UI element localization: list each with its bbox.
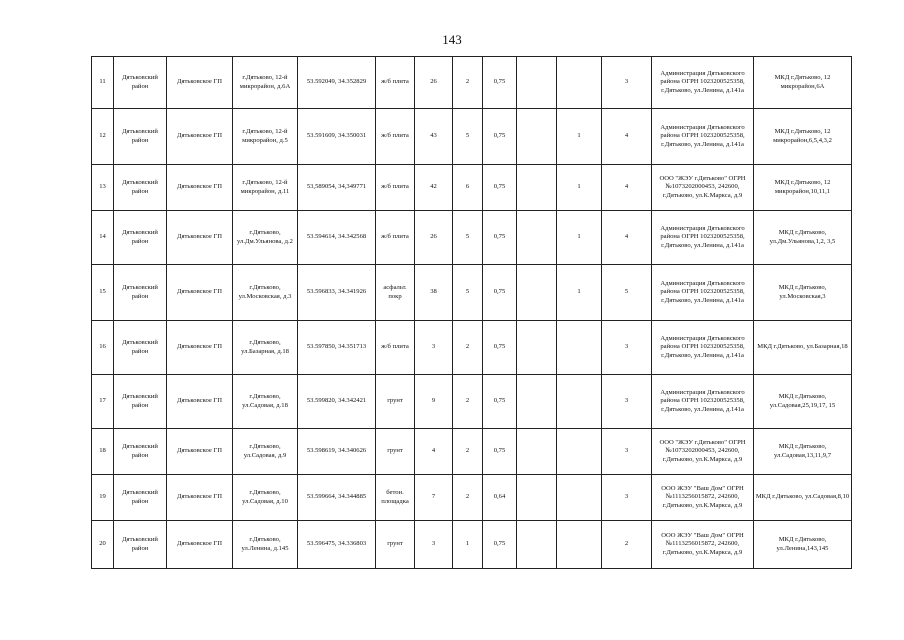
total-cell: 2 bbox=[602, 521, 652, 569]
waste-sources-cell: МКД г.Дятьково, ул.Садовая,8,10 bbox=[754, 475, 852, 521]
settlement-cell: Дятьковское ГП bbox=[167, 165, 233, 211]
planned-containers-cell bbox=[517, 211, 557, 265]
surface-cell: грунт bbox=[376, 375, 415, 429]
surface-cell: ж/б плита bbox=[376, 165, 415, 211]
bunker-cell: 1 bbox=[557, 211, 602, 265]
district-cell: Дятьковский район bbox=[114, 211, 167, 265]
waste-sources-cell: МКД г.Дятьково, ул.Базарная,18 bbox=[754, 321, 852, 375]
area-cell: 3 bbox=[415, 521, 453, 569]
surface-cell: бетон. площадка bbox=[376, 475, 415, 521]
district-cell: Дятьковский район bbox=[114, 521, 167, 569]
volume-cell: 0,75 bbox=[483, 57, 517, 109]
row-number-cell: 13 bbox=[92, 165, 114, 211]
planned-containers-cell bbox=[517, 265, 557, 321]
owner-cell: Администрация Дятьковского района ОГРН 1023200525358, г.Дятьково, ул.Ленина, д.141а bbox=[652, 211, 754, 265]
address-cell: г.Дятьково, ул.Садовая, д.18 bbox=[233, 375, 298, 429]
table-row bbox=[92, 521, 852, 569]
waste-sources-cell: МКД г.Дятьково, ул.Московская,3 bbox=[754, 265, 852, 321]
total-cell: 4 bbox=[602, 165, 652, 211]
coordinates-cell: 53.597850, 34.351713 bbox=[298, 321, 376, 375]
address-cell: г.Дятьково, 12-й микрорайон, д.6А bbox=[233, 57, 298, 109]
waste-sources-cell: МКД г.Дятьково, 12 микрорайон,10,11,1 bbox=[754, 165, 852, 211]
address-cell: г.Дятьково, ул.Дм.Ульянова, д.2 bbox=[233, 211, 298, 265]
row-number-cell: 20 bbox=[92, 521, 114, 569]
surface-cell: грунт bbox=[376, 429, 415, 475]
settlement-cell: Дятьковское ГП bbox=[167, 211, 233, 265]
total-cell: 5 bbox=[602, 265, 652, 321]
district-cell: Дятьковский район bbox=[114, 475, 167, 521]
settlement-cell: Дятьковское ГП bbox=[167, 109, 233, 165]
area-cell: 38 bbox=[415, 265, 453, 321]
area-cell: 42 bbox=[415, 165, 453, 211]
owner-cell: Администрация Дятьковского района ОГРН 1023200525358, г.Дятьково, ул.Ленина, д.141а bbox=[652, 375, 754, 429]
table-row bbox=[92, 165, 852, 211]
planned-containers-cell bbox=[517, 429, 557, 475]
surface-cell: ж/б плита bbox=[376, 211, 415, 265]
coordinates-cell: 53.599664, 34.344885 bbox=[298, 475, 376, 521]
table-row bbox=[92, 429, 852, 475]
planned-containers-cell bbox=[517, 57, 557, 109]
planned-containers-cell bbox=[517, 165, 557, 211]
containers-cell: 2 bbox=[453, 375, 483, 429]
total-cell: 3 bbox=[602, 375, 652, 429]
owner-cell: Администрация Дятьковского района ОГРН 1023200525358, г.Дятьково, ул.Ленина, д.141а bbox=[652, 57, 754, 109]
district-cell: Дятьковский район bbox=[114, 57, 167, 109]
row-number-cell: 18 bbox=[92, 429, 114, 475]
address-cell: г.Дятьково, ул.Базарная, д.18 bbox=[233, 321, 298, 375]
containers-cell: 5 bbox=[453, 211, 483, 265]
waste-sources-cell: МКД г.Дятьково, 12 микрорайон,6А bbox=[754, 57, 852, 109]
table-row bbox=[92, 211, 852, 265]
total-cell: 3 bbox=[602, 475, 652, 521]
row-number-cell: 16 bbox=[92, 321, 114, 375]
row-number-cell: 19 bbox=[92, 475, 114, 521]
coordinates-cell: 53.594614, 34.342568 bbox=[298, 211, 376, 265]
row-number-cell: 15 bbox=[92, 265, 114, 321]
owner-cell: Администрация Дятьковского района ОГРН 1023200525358, г.Дятьково, ул.Ленина, д.141а bbox=[652, 109, 754, 165]
containers-cell: 2 bbox=[453, 57, 483, 109]
owner-cell: ООО "ЖЭУ г.Дятьково" ОГРН №1073202000453, 242600, г.Дятьково, ул.К.Маркса, д.9 bbox=[652, 429, 754, 475]
district-cell: Дятьковский район bbox=[114, 265, 167, 321]
bunker-cell: 1 bbox=[557, 165, 602, 211]
bunker-cell: 1 bbox=[557, 265, 602, 321]
containers-cell: 5 bbox=[453, 265, 483, 321]
waste-sources-cell: МКД г.Дятьково, 12 микрорайон,6,5,4,3,2 bbox=[754, 109, 852, 165]
containers-cell: 5 bbox=[453, 109, 483, 165]
total-cell: 3 bbox=[602, 321, 652, 375]
table-row bbox=[92, 57, 852, 109]
containers-cell: 1 bbox=[453, 521, 483, 569]
surface-cell: асфальт. покр bbox=[376, 265, 415, 321]
address-cell: г.Дятьково, 12-й микрорайон, д.11 bbox=[233, 165, 298, 211]
coordinates-cell: 53,589054, 34,349771 bbox=[298, 165, 376, 211]
table-row bbox=[92, 321, 852, 375]
total-cell: 4 bbox=[602, 109, 652, 165]
table-row bbox=[92, 109, 852, 165]
area-cell: 9 bbox=[415, 375, 453, 429]
waste-sources-cell: МКД г.Дятьково, ул.Дм.Ульянова,1,2, 3,5 bbox=[754, 211, 852, 265]
bunker-cell: 1 bbox=[557, 109, 602, 165]
owner-cell: ООО ЖЭУ "Ваш Дом" ОГРН №1113256015872, 242600, г.Дятьково, ул.К.Маркса, д.9 bbox=[652, 475, 754, 521]
planned-containers-cell bbox=[517, 375, 557, 429]
settlement-cell: Дятьковское ГП bbox=[167, 321, 233, 375]
table-row bbox=[92, 265, 852, 321]
area-cell: 26 bbox=[415, 57, 453, 109]
total-cell: 3 bbox=[602, 57, 652, 109]
surface-cell: ж/б плита bbox=[376, 57, 415, 109]
row-number-cell: 14 bbox=[92, 211, 114, 265]
bunker-cell bbox=[557, 475, 602, 521]
coordinates-cell: 53.592049, 34.352829 bbox=[298, 57, 376, 109]
page-number: 143 bbox=[442, 32, 462, 47]
total-cell: 3 bbox=[602, 429, 652, 475]
address-cell: г.Дятьково, ул.Московская, д.3 bbox=[233, 265, 298, 321]
planned-containers-cell bbox=[517, 475, 557, 521]
settlement-cell: Дятьковское ГП bbox=[167, 57, 233, 109]
containers-cell: 6 bbox=[453, 165, 483, 211]
coordinates-cell: 53.591609, 34.350031 bbox=[298, 109, 376, 165]
bunker-cell bbox=[557, 429, 602, 475]
coordinates-cell: 53.596475, 34.336803 bbox=[298, 521, 376, 569]
containers-cell: 2 bbox=[453, 429, 483, 475]
waste-sources-cell: МКД г.Дятьково, ул.Садовая,25,19,17, 15 bbox=[754, 375, 852, 429]
table-row bbox=[92, 475, 852, 521]
volume-cell: 0,75 bbox=[483, 211, 517, 265]
row-number-cell: 11 bbox=[92, 57, 114, 109]
area-cell: 7 bbox=[415, 475, 453, 521]
area-cell: 3 bbox=[415, 321, 453, 375]
surface-cell: ж/б плита bbox=[376, 109, 415, 165]
volume-cell: 0,75 bbox=[483, 375, 517, 429]
coordinates-cell: 53.596833, 34.341926 bbox=[298, 265, 376, 321]
district-cell: Дятьковский район bbox=[114, 375, 167, 429]
owner-cell: Администрация Дятьковского района ОГРН 1023200525358, г.Дятьково, ул.Ленина, д.141а bbox=[652, 265, 754, 321]
volume-cell: 0,75 bbox=[483, 321, 517, 375]
planned-containers-cell bbox=[517, 521, 557, 569]
waste-sources-cell: МКД г.Дятьково, ул.Ленина,143,145 bbox=[754, 521, 852, 569]
settlement-cell: Дятьковское ГП bbox=[167, 375, 233, 429]
volume-cell: 0,75 bbox=[483, 165, 517, 211]
waste-sites-table bbox=[91, 56, 852, 569]
address-cell: г.Дятьково, ул.Ленина, д.145 bbox=[233, 521, 298, 569]
area-cell: 26 bbox=[415, 211, 453, 265]
bunker-cell bbox=[557, 321, 602, 375]
row-number-cell: 12 bbox=[92, 109, 114, 165]
table-row bbox=[92, 375, 852, 429]
address-cell: г.Дятьково, ул.Садовая, д.9 bbox=[233, 429, 298, 475]
area-cell: 4 bbox=[415, 429, 453, 475]
settlement-cell: Дятьковское ГП bbox=[167, 429, 233, 475]
bunker-cell bbox=[557, 375, 602, 429]
district-cell: Дятьковский район bbox=[114, 321, 167, 375]
district-cell: Дятьковский район bbox=[114, 165, 167, 211]
district-cell: Дятьковский район bbox=[114, 429, 167, 475]
address-cell: г.Дятьково, ул.Садовая, д.10 bbox=[233, 475, 298, 521]
volume-cell: 0,75 bbox=[483, 521, 517, 569]
containers-cell: 2 bbox=[453, 475, 483, 521]
bunker-cell bbox=[557, 521, 602, 569]
address-cell: г.Дятьково, 12-й микрорайон, д.5 bbox=[233, 109, 298, 165]
planned-containers-cell bbox=[517, 321, 557, 375]
coordinates-cell: 53.598619, 34.340626 bbox=[298, 429, 376, 475]
volume-cell: 0,75 bbox=[483, 429, 517, 475]
containers-cell: 2 bbox=[453, 321, 483, 375]
surface-cell: грунт bbox=[376, 521, 415, 569]
area-cell: 43 bbox=[415, 109, 453, 165]
owner-cell: Администрация Дятьковского района ОГРН 1023200525358, г.Дятьково, ул.Ленина, д.141а bbox=[652, 321, 754, 375]
owner-cell: ООО "ЖЭУ г.Дятьково" ОГРН №1073202000453, 242600, г.Дятьково, ул.К.Маркса, д.9 bbox=[652, 165, 754, 211]
bunker-cell bbox=[557, 57, 602, 109]
surface-cell: ж/б плита bbox=[376, 321, 415, 375]
coordinates-cell: 53.599820, 34.342421 bbox=[298, 375, 376, 429]
district-cell: Дятьковский район bbox=[114, 109, 167, 165]
total-cell: 4 bbox=[602, 211, 652, 265]
planned-containers-cell bbox=[517, 109, 557, 165]
settlement-cell: Дятьковское ГП bbox=[167, 475, 233, 521]
waste-sources-cell: МКД г.Дятьково, ул.Садовая,13,11,9,7 bbox=[754, 429, 852, 475]
row-number-cell: 17 bbox=[92, 375, 114, 429]
settlement-cell: Дятьковское ГП bbox=[167, 521, 233, 569]
owner-cell: ООО ЖЭУ "Ваш Дом" ОГРН №1113256015872, 242600, г.Дятьково, ул.К.Маркса, д.9 bbox=[652, 521, 754, 569]
volume-cell: 0,75 bbox=[483, 109, 517, 165]
volume-cell: 0,75 bbox=[483, 265, 517, 321]
volume-cell: 0,64 bbox=[483, 475, 517, 521]
settlement-cell: Дятьковское ГП bbox=[167, 265, 233, 321]
